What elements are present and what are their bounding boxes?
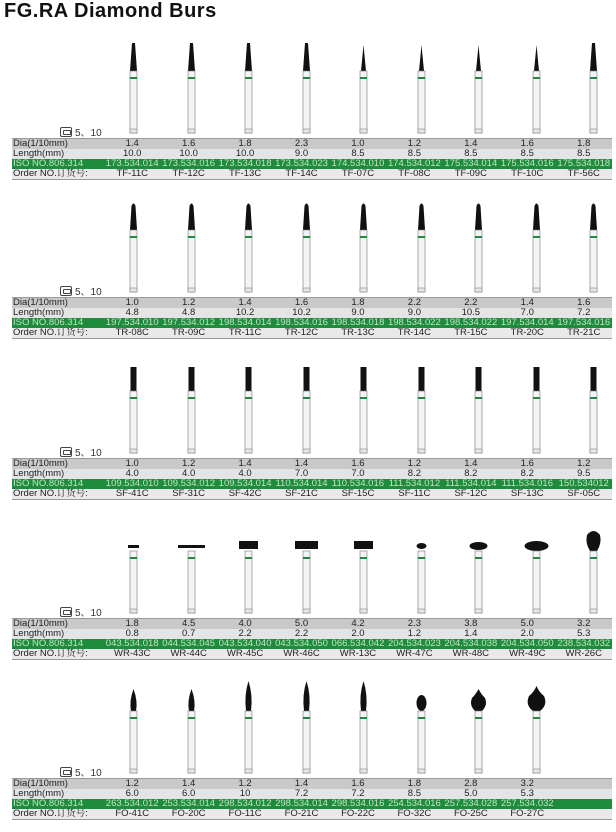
spec-cell: 5.0 bbox=[499, 619, 555, 630]
spec-cell: 7.0 bbox=[273, 469, 329, 479]
spec-cell: WR-48C bbox=[443, 649, 499, 660]
spec-cell: 044.534.045 bbox=[162, 639, 216, 650]
spec-cell: 174.534.010 bbox=[331, 159, 385, 170]
spec-cell: 5.0 bbox=[273, 619, 329, 630]
spec-cell: 173.534.018 bbox=[218, 159, 272, 170]
bur-illustration bbox=[516, 361, 557, 460]
spec-cell: 0.7 bbox=[160, 629, 216, 639]
spec-cell: 197.534.014 bbox=[500, 318, 554, 329]
spec-cell: 2.3 bbox=[273, 139, 329, 150]
spec-cell: TR-20C bbox=[499, 328, 555, 339]
row-label: Dia(1/10mm) bbox=[12, 459, 104, 470]
spec-cell: 175.534.018 bbox=[557, 159, 611, 170]
spec-cell: 197.534.016 bbox=[557, 318, 611, 329]
pack-quantity bbox=[60, 283, 102, 298]
spec-cell: 1.0 bbox=[330, 139, 386, 150]
spec-cell: 1.2 bbox=[386, 459, 442, 470]
spec-cell: TF-09C bbox=[443, 169, 499, 180]
spec-cell: 173.534.016 bbox=[162, 159, 216, 170]
spec-cell: 1.2 bbox=[160, 459, 216, 470]
spec-cell: TF-10C bbox=[499, 169, 555, 180]
spec-cell: 2.2 bbox=[217, 629, 273, 639]
spec-cell: 174.534.012 bbox=[387, 159, 441, 170]
spec-cell: 7.2 bbox=[273, 789, 329, 799]
row-label: Length(mm) bbox=[12, 789, 104, 799]
spec-cell: 1.6 bbox=[556, 298, 613, 309]
bur-illustration bbox=[573, 41, 614, 140]
spec-cell: 175.534.014 bbox=[444, 159, 498, 170]
spec-row-length bbox=[12, 308, 612, 318]
pack-quantity-text: 5、10 bbox=[75, 448, 102, 459]
bur-illustration bbox=[228, 200, 269, 299]
spec-cell: 8.2 bbox=[499, 469, 555, 479]
spec-cell: 4.0 bbox=[217, 469, 273, 479]
spec-cell: WR-45C bbox=[217, 649, 273, 660]
spec-row-iso bbox=[12, 159, 612, 169]
bur-illustration bbox=[401, 361, 442, 460]
row-label: Order NO.订货号: bbox=[12, 649, 104, 660]
row-label: ISO NO.806.314 bbox=[12, 159, 104, 169]
row-label: Order NO.订货号: bbox=[12, 809, 104, 820]
spec-cell bbox=[556, 799, 613, 809]
spec-cell: 1.0 bbox=[104, 298, 160, 309]
spec-cell: TR-12C bbox=[273, 328, 329, 339]
spec-cell: 2.0 bbox=[330, 629, 386, 639]
bur-illustration bbox=[171, 521, 212, 620]
bur-illustration bbox=[228, 41, 269, 140]
spec-cell: 1.6 bbox=[330, 779, 386, 790]
pack-quantity-text: 5、10 bbox=[75, 128, 102, 139]
pack-quantity bbox=[60, 444, 102, 459]
spec-cell: WR-47C bbox=[386, 649, 442, 660]
spec-cell: 7.0 bbox=[330, 469, 386, 479]
spec-cell: 2.2 bbox=[273, 629, 329, 639]
spec-cell: SF-41C bbox=[104, 489, 160, 500]
bur-illustration bbox=[516, 521, 557, 620]
bur-illustration bbox=[458, 41, 499, 140]
spec-row-dia bbox=[12, 459, 612, 470]
spec-cell: TR-15C bbox=[443, 328, 499, 339]
spec-cell: 8.5 bbox=[499, 149, 555, 159]
bur-illustration bbox=[343, 681, 384, 780]
spec-cell: 1.2 bbox=[217, 779, 273, 790]
spec-row-order bbox=[12, 489, 612, 500]
spec-cell: WR-44C bbox=[160, 649, 216, 660]
spec-cell: 8.5 bbox=[330, 149, 386, 159]
package-icon bbox=[60, 607, 72, 617]
spec-cell: 1.8 bbox=[556, 139, 613, 150]
spec-cell: 111.534.012 bbox=[386, 479, 442, 489]
spec-cell: 9.5 bbox=[556, 469, 613, 479]
spec-cell: 173.534.023 bbox=[275, 159, 328, 170]
bur-illustration bbox=[573, 361, 614, 460]
row-label: ISO NO.806.314 bbox=[12, 479, 104, 489]
bur-illustration bbox=[343, 200, 384, 299]
spec-cell: 254.534.016 bbox=[387, 799, 441, 810]
row-label: ISO NO.806.314 bbox=[12, 799, 104, 809]
row-label: Length(mm) bbox=[12, 469, 104, 479]
spec-cell: TR-13C bbox=[330, 328, 386, 339]
bur-illustration bbox=[171, 200, 212, 299]
spec-cell: TR-08C bbox=[104, 328, 160, 339]
spec-cell: 10.0 bbox=[104, 149, 160, 159]
spec-cell: 1.8 bbox=[104, 619, 160, 630]
spec-row-dia bbox=[12, 298, 612, 309]
spec-cell: 1.4 bbox=[443, 459, 499, 470]
bur-illustration bbox=[113, 521, 154, 620]
spec-row-dia bbox=[12, 779, 612, 790]
spec-cell: 204.534.023 bbox=[387, 639, 441, 650]
spec-cell: 257.534.032 bbox=[500, 799, 554, 810]
spec-row-dia bbox=[12, 619, 612, 630]
bur-illustration bbox=[286, 521, 327, 620]
spec-cell: 109.534.014 bbox=[218, 479, 272, 490]
spec-cell: 1.4 bbox=[499, 298, 555, 309]
bur-illustration bbox=[458, 521, 499, 620]
bur-illustration bbox=[458, 361, 499, 460]
spec-cell: 111.534.016 bbox=[499, 479, 555, 489]
spec-cell: 1.4 bbox=[104, 139, 160, 150]
spec-cell: 1.4 bbox=[160, 779, 216, 790]
spec-cell bbox=[556, 789, 613, 799]
spec-cell: SF-11C bbox=[386, 489, 442, 500]
spec-cell: 4.2 bbox=[330, 619, 386, 630]
spec-cell: 3.2 bbox=[556, 619, 613, 630]
spec-cell: 198.534.016 bbox=[275, 318, 328, 329]
product-section bbox=[0, 360, 616, 520]
spec-cell: 8.5 bbox=[386, 789, 442, 799]
spec-cell: 1.8 bbox=[386, 779, 442, 790]
spec-cell: 2.0 bbox=[499, 629, 555, 639]
row-label: ISO NO.806.314 bbox=[12, 318, 104, 328]
spec-cell: TF-08C bbox=[386, 169, 442, 180]
spec-cell: 198.534.022 bbox=[387, 318, 441, 329]
spec-cell: 263.534.012 bbox=[105, 799, 159, 810]
spec-cell: 9.0 bbox=[330, 308, 386, 318]
spec-cell: 6.0 bbox=[160, 789, 216, 799]
bur-illustration bbox=[458, 681, 499, 780]
bur-illustration bbox=[401, 681, 442, 780]
row-label: Order NO.订货号: bbox=[12, 489, 104, 500]
spec-cell: SF-15C bbox=[330, 489, 386, 500]
bur-illustration bbox=[343, 361, 384, 460]
spec-cell: 3.8 bbox=[443, 619, 499, 630]
spec-cell: 175.534.016 bbox=[500, 159, 554, 170]
spec-cell: 198.534.014 bbox=[218, 318, 272, 329]
spec-table bbox=[12, 618, 612, 660]
bur-illustration bbox=[171, 41, 212, 140]
bur-illustration bbox=[113, 41, 154, 140]
bur-illustration bbox=[573, 200, 614, 299]
spec-row-order bbox=[12, 328, 612, 339]
spec-cell: 1.4 bbox=[273, 779, 329, 790]
spec-row-order bbox=[12, 649, 612, 660]
bur-illustration bbox=[516, 681, 557, 780]
spec-cell: 5.0 bbox=[443, 789, 499, 799]
spec-cell: 2.3 bbox=[386, 619, 442, 630]
spec-cell: 1.6 bbox=[160, 139, 216, 150]
bur-illustration bbox=[573, 521, 614, 620]
spec-table bbox=[12, 138, 612, 180]
spec-cell: SF-42C bbox=[217, 489, 273, 500]
spec-cell: FO-25C bbox=[443, 809, 499, 820]
product-section bbox=[0, 200, 616, 360]
spec-cell: WR-43C bbox=[104, 649, 160, 660]
spec-cell: 8.2 bbox=[443, 469, 499, 479]
spec-cell: 4.0 bbox=[217, 619, 273, 630]
spec-cell: 043.534.050 bbox=[275, 639, 328, 650]
bur-illustration bbox=[401, 521, 442, 620]
spec-cell: 109.534.010 bbox=[105, 479, 159, 490]
spec-cell: WR-46C bbox=[273, 649, 329, 660]
spec-cell: SF-31C bbox=[160, 489, 216, 500]
spec-cell: TR-21C bbox=[556, 328, 613, 339]
spec-cell: 298.534.012 bbox=[218, 799, 272, 810]
spec-cell: 204.534.038 bbox=[444, 639, 498, 650]
spec-cell: TF-14C bbox=[273, 169, 329, 180]
spec-row-dia bbox=[12, 139, 612, 150]
spec-cell: 8.5 bbox=[386, 149, 442, 159]
spec-cell: 110.534.014 bbox=[273, 479, 329, 489]
bur-illustration bbox=[113, 361, 154, 460]
pack-quantity bbox=[60, 764, 102, 779]
spec-cell: 10.2 bbox=[273, 308, 329, 318]
spec-cell: 043.534.018 bbox=[105, 639, 159, 650]
spec-cell: 197.534.012 bbox=[162, 318, 216, 329]
spec-cell: SF-12C bbox=[443, 489, 499, 500]
row-label: Length(mm) bbox=[12, 308, 104, 318]
spec-cell: 111.534.014 bbox=[443, 479, 499, 489]
bur-illustration bbox=[286, 200, 327, 299]
row-label: Dia(1/10mm) bbox=[12, 619, 104, 630]
spec-row-iso bbox=[12, 318, 612, 328]
bur-illustration bbox=[343, 41, 384, 140]
spec-cell: 3.2 bbox=[499, 779, 555, 790]
spec-cell: 10.0 bbox=[217, 149, 273, 159]
spec-cell: 6.0 bbox=[104, 789, 160, 799]
spec-cell: 9.0 bbox=[386, 308, 442, 318]
spec-row-order bbox=[12, 809, 612, 820]
spec-cell: TF-13C bbox=[217, 169, 273, 180]
bur-illustration bbox=[228, 361, 269, 460]
spec-cell: 043.534.040 bbox=[218, 639, 272, 650]
spec-cell: 1.6 bbox=[499, 139, 555, 150]
spec-cell: 4.0 bbox=[104, 469, 160, 479]
pack-quantity-text: 5、10 bbox=[75, 287, 102, 298]
bur-illustration bbox=[286, 361, 327, 460]
spec-cell: 2.2 bbox=[443, 298, 499, 309]
spec-cell: 5.3 bbox=[499, 789, 555, 799]
spec-cell: 198.534.022 bbox=[444, 318, 498, 329]
spec-cell: 7.2 bbox=[330, 789, 386, 799]
spec-cell: 7.0 bbox=[499, 308, 555, 318]
bur-illustration bbox=[228, 681, 269, 780]
spec-cell: TF-12C bbox=[160, 169, 216, 180]
spec-cell: 5.3 bbox=[556, 629, 613, 639]
bur-illustration bbox=[516, 200, 557, 299]
spec-cell: 10.2 bbox=[217, 308, 273, 318]
spec-cell: 1.8 bbox=[217, 139, 273, 150]
row-label: ISO NO.806.314 bbox=[12, 639, 104, 649]
spec-cell: 10.5 bbox=[443, 308, 499, 318]
spec-cell: 1.0 bbox=[104, 459, 160, 470]
spec-cell: TR-14C bbox=[386, 328, 442, 339]
pack-quantity bbox=[60, 604, 102, 619]
package-icon bbox=[60, 447, 72, 457]
bur-illustration bbox=[171, 681, 212, 780]
spec-cell: 7.2 bbox=[556, 308, 613, 318]
spec-cell: TF-11C bbox=[104, 169, 160, 180]
spec-row-iso bbox=[12, 639, 612, 649]
spec-cell: 1.6 bbox=[273, 298, 329, 309]
spec-cell: WR-13C bbox=[330, 649, 386, 660]
row-label: Length(mm) bbox=[12, 149, 104, 159]
spec-cell: 1.4 bbox=[217, 298, 273, 309]
spec-cell: 4.8 bbox=[104, 308, 160, 318]
bur-illustration bbox=[401, 41, 442, 140]
spec-cell: 173.534.014 bbox=[105, 159, 159, 170]
spec-row-length bbox=[12, 469, 612, 479]
spec-cell: FO-22C bbox=[330, 809, 386, 820]
spec-cell: WR-49C bbox=[499, 649, 555, 660]
row-label: Order NO.订货号: bbox=[12, 169, 104, 180]
spec-cell: 1.8 bbox=[330, 298, 386, 309]
spec-cell: 298.534.016 bbox=[331, 799, 385, 810]
spec-row-iso bbox=[12, 479, 612, 489]
spec-cell: 4.8 bbox=[160, 308, 216, 318]
spec-cell: 204.534.050 bbox=[500, 639, 554, 650]
spec-cell: 298.534.014 bbox=[275, 799, 328, 810]
bur-illustration bbox=[113, 200, 154, 299]
spec-cell: FO-27C bbox=[499, 809, 555, 820]
product-section bbox=[0, 680, 616, 832]
spec-cell: 1.4 bbox=[443, 629, 499, 639]
spec-row-order bbox=[12, 169, 612, 180]
spec-cell: 066.534.042 bbox=[331, 639, 385, 650]
bur-illustration bbox=[343, 521, 384, 620]
row-label: Order NO.订货号: bbox=[12, 328, 104, 339]
page-title: FG.RA Diamond Burs bbox=[4, 0, 217, 22]
spec-cell: 8.5 bbox=[443, 149, 499, 159]
pack-quantity-text: 5、10 bbox=[75, 768, 102, 779]
bur-illustration bbox=[228, 521, 269, 620]
spec-cell: 2.2 bbox=[386, 298, 442, 309]
spec-cell: 1.4 bbox=[217, 459, 273, 470]
spec-cell: 1.6 bbox=[330, 459, 386, 470]
row-label: Length(mm) bbox=[12, 629, 104, 639]
spec-cell: TF-56C bbox=[556, 169, 613, 180]
spec-cell: FO-20C bbox=[160, 809, 216, 820]
bur-illustration bbox=[286, 41, 327, 140]
bur-illustration bbox=[286, 681, 327, 780]
spec-cell: 150.534012 bbox=[556, 479, 613, 489]
spec-cell: 10.0 bbox=[160, 149, 216, 159]
spec-cell: FO-32C bbox=[386, 809, 442, 820]
spec-table bbox=[12, 778, 612, 820]
package-icon bbox=[60, 767, 72, 777]
package-icon bbox=[60, 127, 72, 137]
spec-cell: SF-13C bbox=[499, 489, 555, 500]
spec-cell: 253.534.014 bbox=[162, 799, 216, 810]
pack-quantity bbox=[60, 124, 102, 139]
spec-cell: 8.2 bbox=[386, 469, 442, 479]
spec-row-length bbox=[12, 629, 612, 639]
spec-row-length bbox=[12, 149, 612, 159]
spec-cell: 1.2 bbox=[386, 629, 442, 639]
spec-cell: 1.2 bbox=[160, 298, 216, 309]
spec-cell bbox=[556, 779, 613, 790]
spec-cell: 109.534.012 bbox=[162, 479, 216, 490]
spec-cell: 1.4 bbox=[273, 459, 329, 470]
spec-cell: 4.5 bbox=[160, 619, 216, 630]
spec-cell: SF-05C bbox=[556, 489, 613, 500]
spec-cell: WR-26C bbox=[556, 649, 613, 660]
spec-cell: 2.8 bbox=[443, 779, 499, 790]
spec-cell: 257.534.028 bbox=[444, 799, 498, 810]
package-icon bbox=[60, 286, 72, 296]
spec-cell: 198.534.018 bbox=[331, 318, 385, 329]
spec-cell: 1.2 bbox=[104, 779, 160, 790]
spec-cell: SF-21C bbox=[273, 489, 329, 500]
spec-row-iso bbox=[12, 799, 612, 809]
spec-cell: 1.2 bbox=[386, 139, 442, 150]
bur-illustration bbox=[458, 200, 499, 299]
bur-illustration bbox=[113, 681, 154, 780]
spec-cell: TF-07C bbox=[330, 169, 386, 180]
spec-cell: FO-21C bbox=[273, 809, 329, 820]
spec-cell: 8.5 bbox=[556, 149, 613, 159]
bur-illustration bbox=[401, 200, 442, 299]
row-label: Dia(1/10mm) bbox=[12, 779, 104, 790]
row-label: Dia(1/10mm) bbox=[12, 298, 104, 309]
spec-table bbox=[12, 297, 612, 339]
spec-row-length bbox=[12, 789, 612, 799]
spec-cell: 0.8 bbox=[104, 629, 160, 639]
spec-table bbox=[12, 458, 612, 500]
spec-cell bbox=[556, 809, 613, 820]
spec-cell: 110.534.016 bbox=[330, 479, 386, 489]
spec-cell: 1.6 bbox=[499, 459, 555, 470]
spec-cell: 4.0 bbox=[160, 469, 216, 479]
spec-cell: 10 bbox=[217, 789, 273, 799]
bur-illustration bbox=[171, 361, 212, 460]
spec-cell: FO-41C bbox=[104, 809, 160, 820]
spec-cell: 1.4 bbox=[443, 139, 499, 150]
spec-cell: FO-11C bbox=[217, 809, 273, 820]
bur-illustration bbox=[516, 41, 557, 140]
spec-cell: 1.2 bbox=[556, 459, 613, 470]
row-label: Dia(1/10mm) bbox=[12, 139, 104, 150]
product-section bbox=[0, 520, 616, 680]
product-section bbox=[0, 40, 616, 200]
spec-cell: TR-09C bbox=[160, 328, 216, 339]
pack-quantity-text: 5、10 bbox=[75, 608, 102, 619]
spec-cell: 9.0 bbox=[273, 149, 329, 159]
spec-cell: 238.534.032 bbox=[557, 639, 611, 650]
spec-cell: TR-11C bbox=[217, 328, 273, 339]
spec-cell: 197.534.010 bbox=[105, 318, 159, 329]
